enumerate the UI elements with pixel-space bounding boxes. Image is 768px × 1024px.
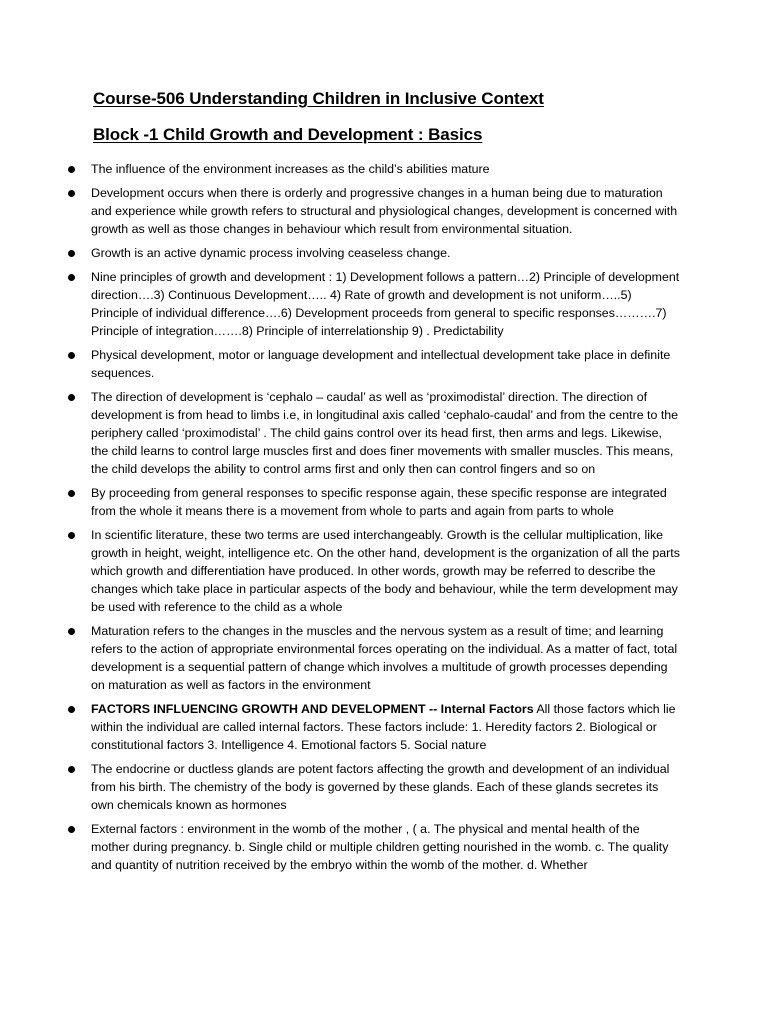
block-title: Block -1 Child Growth and Development : Basics: [93, 125, 483, 144]
list-item-text: External factors : environment in the womb of the mother , ( a. The physical and mental health of the mother during pregnancy. b. Single child or multiple children getting nourished in the womb. c. The quality and quantity of nutrition received by the embryo within the womb of the mother. d. Whether: [91, 822, 669, 872]
list-item: [0, 526, 768, 616]
bullet-icon: [68, 250, 75, 257]
list-item-text: The influence of the environment increases as the child’s abilities mature: [91, 162, 490, 176]
list-item: [0, 760, 768, 814]
list-item: [0, 388, 768, 478]
bullet-icon: [68, 532, 75, 539]
bullet-icon: [68, 274, 75, 281]
bullet-icon: [68, 166, 75, 173]
bullet-icon: [68, 190, 75, 197]
bullet-icon: [68, 706, 75, 713]
list-item-text: Physical development, motor or language development and intellectual development take place in definite sequences.: [91, 348, 671, 380]
list-item-factors: [0, 700, 768, 754]
list-item-text: Maturation refers to the changes in the muscles and the nervous system as a result of time; and learning refers to the action of appropriate environmental forces operating on the individual. As a matter of fact, total development is a sequential pattern of change which involves a multitude of growth processes depending on maturation as well as factors in the environment: [91, 624, 678, 692]
list-item: [0, 184, 768, 238]
list-item: [0, 268, 768, 340]
list-item-text: The direction of development is ‘cephalo – caudal’ as well as ‘proximodistal’ direction. The direction of development is from head to limbs i.e, in longitudinal axis called ‘cephalo-caudal’ and from the centre to the periphery called ‘proximodistal’ . The child gains control over its head first, then arms and legs. Likewise, the child learns to control large muscles first and does finer movements with smaller muscles. This means, the child develops the ability to control arms first and only then can control fingers and so on: [91, 390, 679, 476]
list-item-text: By proceeding from general responses to specific response again, these specific response are integrated from the whole it means there is a movement from whole to parts and again from parts to whole: [91, 486, 667, 518]
list-item-text: Growth is an active dynamic process involving ceaseless change.: [91, 246, 451, 260]
bullet-icon: [68, 394, 75, 401]
bullet-icon: [68, 826, 75, 833]
list-item-text: Development occurs when there is orderly and progressive changes in a human being due to maturation and experience while growth refers to structural and physiological changes, development is concerned with growth as well as those changes in behaviour which result from environmental situation.: [91, 186, 678, 236]
bullet-icon: [68, 628, 75, 635]
list-item: [0, 160, 768, 178]
list-item-text: In scientific literature, these two terms are used interchangeably. Growth is the cellular multiplication, like growth in height, weight, intelligence etc. On the other hand, development is the organization of all the parts which growth and differentiation have produced. In other words, growth may be referred to describe the changes which take place in particular aspects of the body and behaviour, while the term development may be used with reference to the child as a whole: [91, 528, 680, 614]
list-item: [0, 622, 768, 694]
list-item: [0, 820, 768, 874]
bullet-list: [0, 160, 768, 880]
bullet-icon: [68, 766, 75, 773]
list-item: [0, 346, 768, 382]
list-item: [0, 484, 768, 520]
bullet-icon: [68, 490, 75, 497]
list-item: [0, 244, 768, 262]
course-title: Course-506 Understanding Children in Inclusive Context: [93, 89, 544, 108]
factors-heading: FACTORS INFLUENCING GROWTH AND DEVELOPMENT -- Internal Factors: [91, 702, 534, 716]
list-item-text: Nine principles of growth and development : 1) Development follows a pattern…2) Principle of development direction….3) Continuous Development….. 4) Rate of growth and development is not uniform…..5) Principle of individual difference….6) Development proceeds from general to specific responses……….7) Principle of integration…….8) Principle of interrelationship 9) . Predictability: [91, 270, 680, 338]
list-item-text: The endocrine or ductless glands are potent factors affecting the growth and development of an individual from his birth. The chemistry of the body is governed by these glands. Each of these glands secretes its own chemicals known as hormones: [91, 762, 670, 812]
bullet-icon: [68, 352, 75, 359]
factors-text: All those factors which lie within the individual are called internal factors. These factors include: 1. Heredity factors 2. Biological or constitutional factors 3. Intelligence 4. Emotional factors 5. Social nature: [91, 702, 676, 752]
